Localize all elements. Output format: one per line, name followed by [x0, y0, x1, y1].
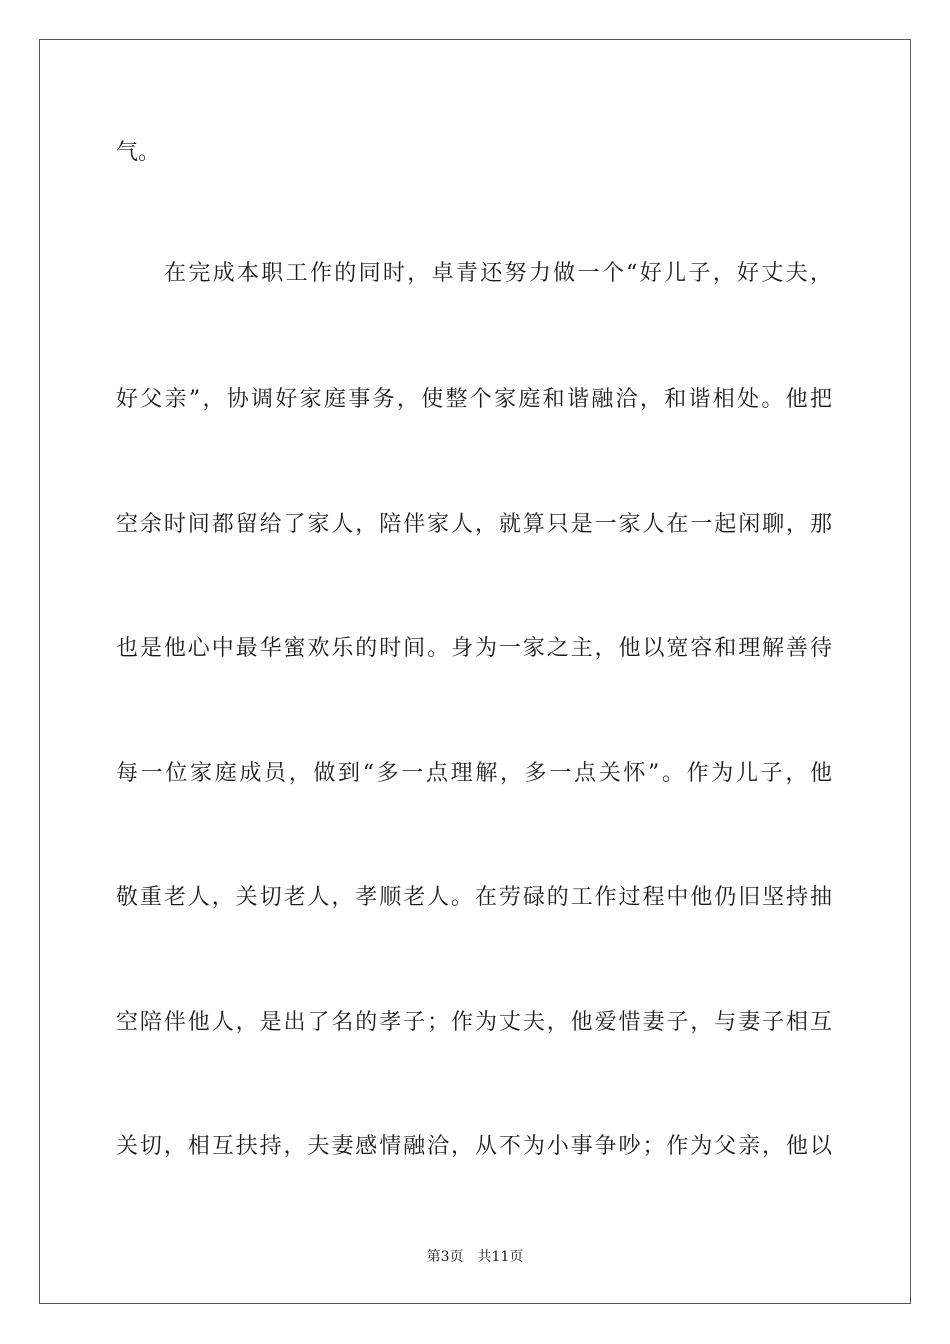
text-line-1: 气。	[116, 140, 161, 165]
text-line-6: 每一位家庭成员，做到“多一点理解，多一点关怀”。作为儿子，他	[116, 761, 832, 786]
page-total: 共11页	[477, 1249, 524, 1265]
page-number: 第3页	[426, 1249, 464, 1265]
text-line-4: 空余时间都留给了家人，陪伴家人，就算只是一家人在一起闲聊，那	[116, 512, 832, 537]
text-line-3: 好父亲”，协调好家庭事务，使整个家庭和谐融洽，和谐相处。他把	[116, 387, 832, 412]
page-footer	[0, 1247, 950, 1267]
text-line-5: 也是他心中最华蜜欢乐的时间。身为一家之主，他以宽容和理解善待	[116, 636, 832, 661]
paragraph-first-line: 在完成本职工作的同时，卓青还努力做一个“好儿子，好丈夫，	[164, 261, 832, 286]
text-line-7: 敬重老人，关切老人，孝顺老人。在劳碌的工作过程中他仍旧坚持抽	[116, 885, 832, 910]
text-line-9: 关切，相互扶持，夫妻感情融洽，从不为小事争吵；作为父亲，他以	[116, 1134, 832, 1159]
page-border	[39, 39, 911, 1304]
text-line-8: 空陪伴他人，是出了名的孝子；作为丈夫，他爱惜妻子，与妻子相互	[116, 1010, 832, 1035]
